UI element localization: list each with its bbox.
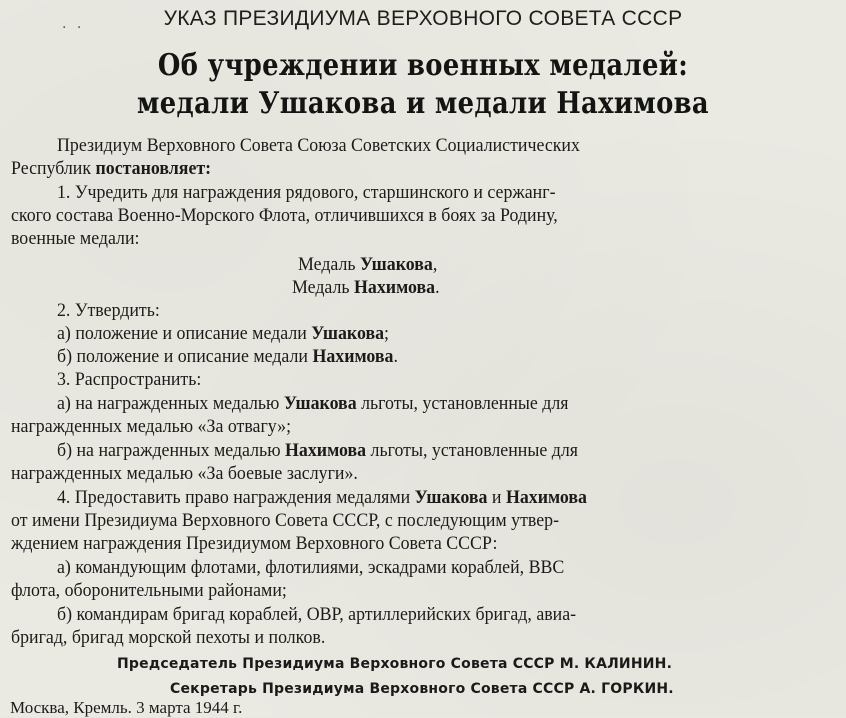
item-3-a-line-1: а) на награжденных медалью Ушакова льготы, установленные для [57, 393, 569, 414]
medal-nakhimov: Медаль Нахимова. [292, 277, 440, 298]
item-1-line-1: 1. Учредить для награждения рядового, старшинского и сержанг- [57, 182, 556, 203]
intro-line-1: Президиум Верховного Совета Союза Советских Социалистических [57, 135, 580, 156]
item-3-b-line-2: награжденных медалью «За боевые заслуги». [11, 463, 358, 484]
item-1-line-2: ского состава Военно-Морского Флота, отличившихся в боях за Родину, [11, 205, 558, 226]
item-4-line-1: 4. Предоставить право награждения медалями Ушакова и Нахимова [57, 487, 587, 508]
item-4-b-line-1: б) командирам бригад кораблей, ОВР, артиллерийских бригад, авиа- [57, 604, 577, 625]
item-2-a: а) положение и описание медали Ушакова; [57, 323, 390, 344]
item-2-b: б) положение и описание медали Нахимова. [57, 346, 398, 367]
place-and-date: Москва, Кремль. 3 марта 1944 г. [10, 698, 243, 717]
item-2-heading: 2. Утвердить: [57, 300, 160, 321]
item-1-line-3: военные медали: [11, 228, 140, 249]
signature-secretary: Секретарь Президиума Верховного Совета СССР А. ГОРКИН. [170, 681, 674, 697]
print-speck: . . [62, 16, 85, 32]
decree-supertitle: УКАЗ ПРЕЗИДИУМА ВЕРХОВНОГО СОВЕТА СССР [163, 7, 683, 30]
item-3-b-line-1: б) на награжденных медалью Нахимова льготы, установленные для [57, 440, 578, 461]
intro-line-2: Республик постановляет: [11, 158, 212, 179]
medal-ushakov: Медаль Ушакова, [298, 254, 438, 275]
item-4-line-3: ждением награждения Президиумом Верховного Совета СССР: [11, 533, 498, 554]
decree-title-line-1: Об учреждении военных медалей: [157, 48, 689, 83]
decree-title-line-2: медали Ушакова и медали Нахимова [137, 86, 709, 121]
item-3-heading: 3. Распространить: [57, 369, 202, 390]
item-3-a-line-2: награжденных медалью «За отвагу»; [11, 416, 292, 437]
item-4-b-line-2: бригад, бригад морской пехоты и полков. [11, 627, 326, 648]
item-4-a-line-2: флота, оборонительными районами; [11, 580, 287, 601]
item-4-line-2: от имени Президиума Верховного Совета СССР, с последующим утвер- [11, 510, 560, 531]
item-4-a-line-1: а) командующим флотами, флотилиями, эскадрами кораблей, ВВС [57, 557, 565, 578]
signature-chairman: Председатель Президиума Верховного Совета СССР М. КАЛИНИН. [117, 656, 673, 672]
